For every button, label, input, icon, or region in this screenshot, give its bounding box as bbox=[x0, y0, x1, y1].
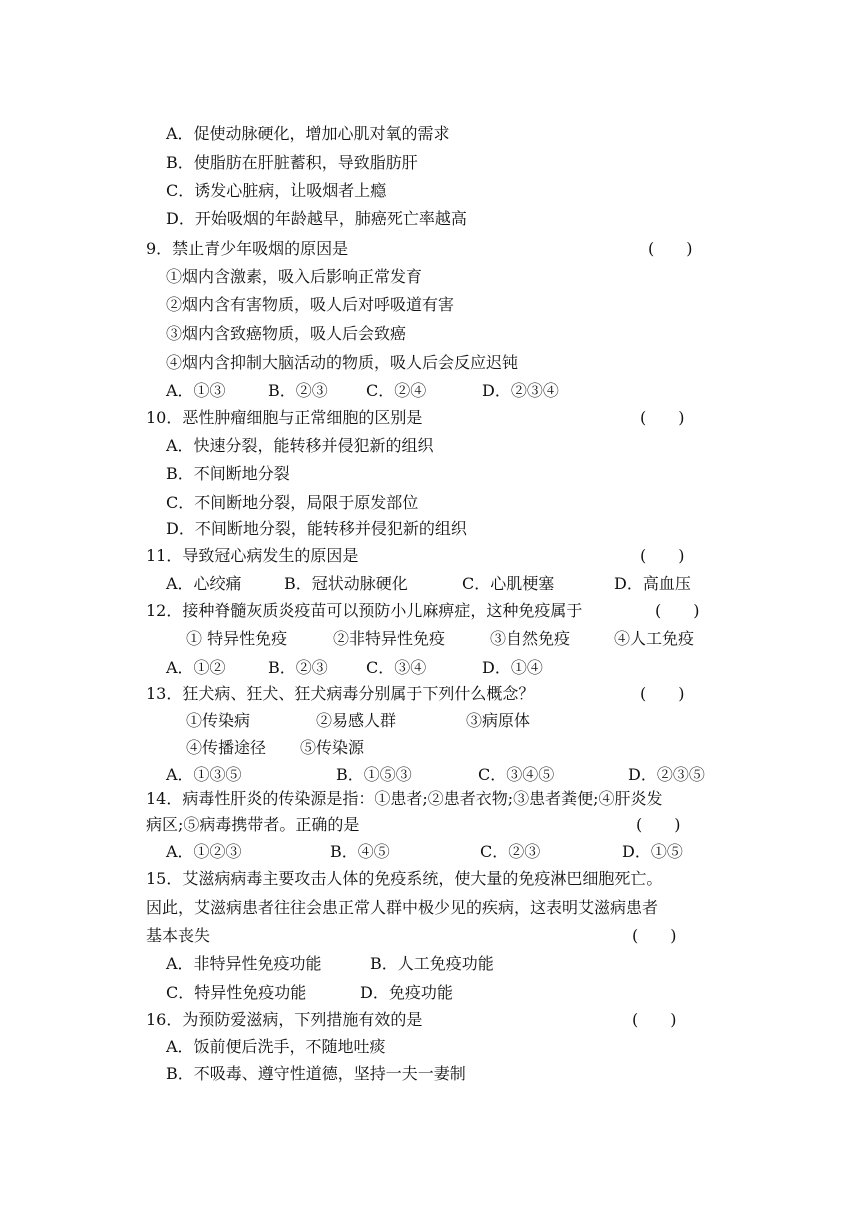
q16-answer-blank: ( ) bbox=[632, 1010, 677, 1029]
q12-option-d: D．①④ bbox=[482, 658, 543, 677]
q9-item-2: ②烟内含有害物质，吸人后对呼吸道有害 bbox=[166, 295, 455, 314]
q14-stem-line-1: 14．病毒性肝炎的传染源是指：①患者;②患者衣物;③患者粪便;④肝炎发 bbox=[146, 789, 663, 808]
q8-option-a: A．促使动脉硬化，增加心肌对氧的需求 bbox=[166, 124, 450, 143]
q9-answer-blank: ( ) bbox=[648, 239, 693, 258]
q11-option-a: A．心绞痛 bbox=[166, 574, 242, 593]
q14-answer-blank: ( ) bbox=[636, 815, 681, 834]
q12-option-c: C．③④ bbox=[366, 658, 427, 677]
q8-option-c: C．诱发心脏病，让吸烟者上瘾 bbox=[166, 181, 387, 200]
q12-stem: 12．接种脊髓灰质炎疫苗可以预防小儿麻痹症，这种免疫属于 bbox=[146, 601, 583, 620]
q14-option-b: B．④⑤ bbox=[330, 842, 390, 861]
q13-item-5: ⑤传染源 bbox=[300, 738, 365, 757]
q10-option-c: C．不间断地分裂，局限于原发部位 bbox=[166, 493, 419, 512]
q9-stem: 9．禁止青少年吸烟的原因是 bbox=[146, 239, 349, 258]
q13-option-c: C．③④⑤ bbox=[478, 765, 555, 784]
q13-item-4: ④传播途径 bbox=[186, 738, 267, 757]
q12-option-a: A．①② bbox=[166, 658, 226, 677]
q16-option-b: B．不吸毒、遵守性道德，坚持一夫一妻制 bbox=[166, 1064, 466, 1083]
q9-option-d: D．②③④ bbox=[482, 381, 559, 400]
q12-item-3: ③自然免疫 bbox=[490, 629, 571, 648]
q16-stem: 16．为预防爱滋病，下列措施有效的是 bbox=[146, 1010, 423, 1029]
q8-option-d: D．开始吸烟的年龄越早，肺癌死亡率越高 bbox=[166, 209, 467, 228]
q11-answer-blank: ( ) bbox=[640, 546, 685, 565]
q14-stem-line-2: 病区;⑤病毒携带者。正确的是 bbox=[146, 815, 360, 834]
q13-option-a: A．①③⑤ bbox=[166, 765, 242, 784]
q15-answer-blank: ( ) bbox=[632, 926, 677, 945]
q15-option-a: A．非特异性免疫功能 bbox=[166, 954, 322, 973]
q9-option-c: C．②④ bbox=[366, 381, 427, 400]
q15-stem-line-2: 因此，艾滋病患者往往会患正常人群中极少见的疾病，这表明艾滋病患者 bbox=[146, 898, 659, 917]
q13-item-2: ②易感人群 bbox=[316, 711, 397, 730]
q9-item-3: ③烟内含致癌物质，吸人后会致癌 bbox=[166, 324, 407, 343]
q12-item-1: ① 特异性免疫 bbox=[186, 629, 288, 648]
q11-stem: 11．导致冠心病发生的原因是 bbox=[146, 546, 359, 565]
q9-option-a: A．①③ bbox=[166, 381, 226, 400]
q9-item-4: ④烟内含抑制大脑活动的物质，吸人后会反应迟钝 bbox=[166, 353, 519, 372]
q12-item-4: ④人工免疫 bbox=[614, 629, 695, 648]
q14-option-a: A．①②③ bbox=[166, 842, 242, 861]
q13-item-3: ③病原体 bbox=[466, 711, 531, 730]
q9-item-1: ①烟内含激素，吸入后影响正常发育 bbox=[166, 267, 423, 286]
q13-answer-blank: ( ) bbox=[640, 684, 685, 703]
q13-option-d: D．②③⑤ bbox=[628, 765, 705, 784]
q13-option-b: B．①⑤③ bbox=[336, 765, 412, 784]
q15-option-c: C．特异性免疫功能 bbox=[166, 983, 307, 1002]
q15-stem-line-3: 基本丧失 bbox=[146, 926, 211, 945]
q11-option-b: B．冠状动脉硬化 bbox=[284, 574, 408, 593]
q10-option-a: A．快速分裂，能转移并侵犯新的组织 bbox=[166, 436, 434, 455]
q16-option-a: A．饭前便后洗手，不随地吐痰 bbox=[166, 1037, 386, 1056]
q11-option-d: D．高血压 bbox=[614, 574, 691, 593]
q14-option-d: D．①⑤ bbox=[622, 842, 683, 861]
q8-option-b: B．使脂肪在肝脏蓄积，导致脂肪肝 bbox=[166, 153, 418, 172]
q11-option-c: C．心肌梗塞 bbox=[462, 574, 555, 593]
q15-option-d: D．免疫功能 bbox=[360, 983, 453, 1002]
q15-stem-line-1: 15．艾滋病病毒主要攻击人体的免疫系统，使大量的免疫淋巴细胞死亡。 bbox=[146, 869, 663, 888]
q12-option-b: B．②③ bbox=[268, 658, 328, 677]
q10-option-b: B．不间断地分裂 bbox=[166, 464, 290, 483]
q10-answer-blank: ( ) bbox=[640, 408, 685, 427]
q13-item-1: ①传染病 bbox=[186, 711, 251, 730]
q13-stem: 13．狂犬病、狂犬、狂犬病毒分别属于下列什么概念？ bbox=[146, 684, 535, 703]
q10-stem: 10．恶性肿瘤细胞与正常细胞的区别是 bbox=[146, 408, 423, 427]
q15-option-b: B．人工免疫功能 bbox=[370, 954, 494, 973]
q9-option-b: B．②③ bbox=[268, 381, 328, 400]
q14-option-c: C．②③ bbox=[480, 842, 541, 861]
q12-item-2: ②非特异性免疫 bbox=[333, 629, 446, 648]
q12-answer-blank: ( ) bbox=[655, 601, 700, 620]
q10-option-d: D．不间断地分裂，能转移并侵犯新的组织 bbox=[166, 519, 467, 538]
